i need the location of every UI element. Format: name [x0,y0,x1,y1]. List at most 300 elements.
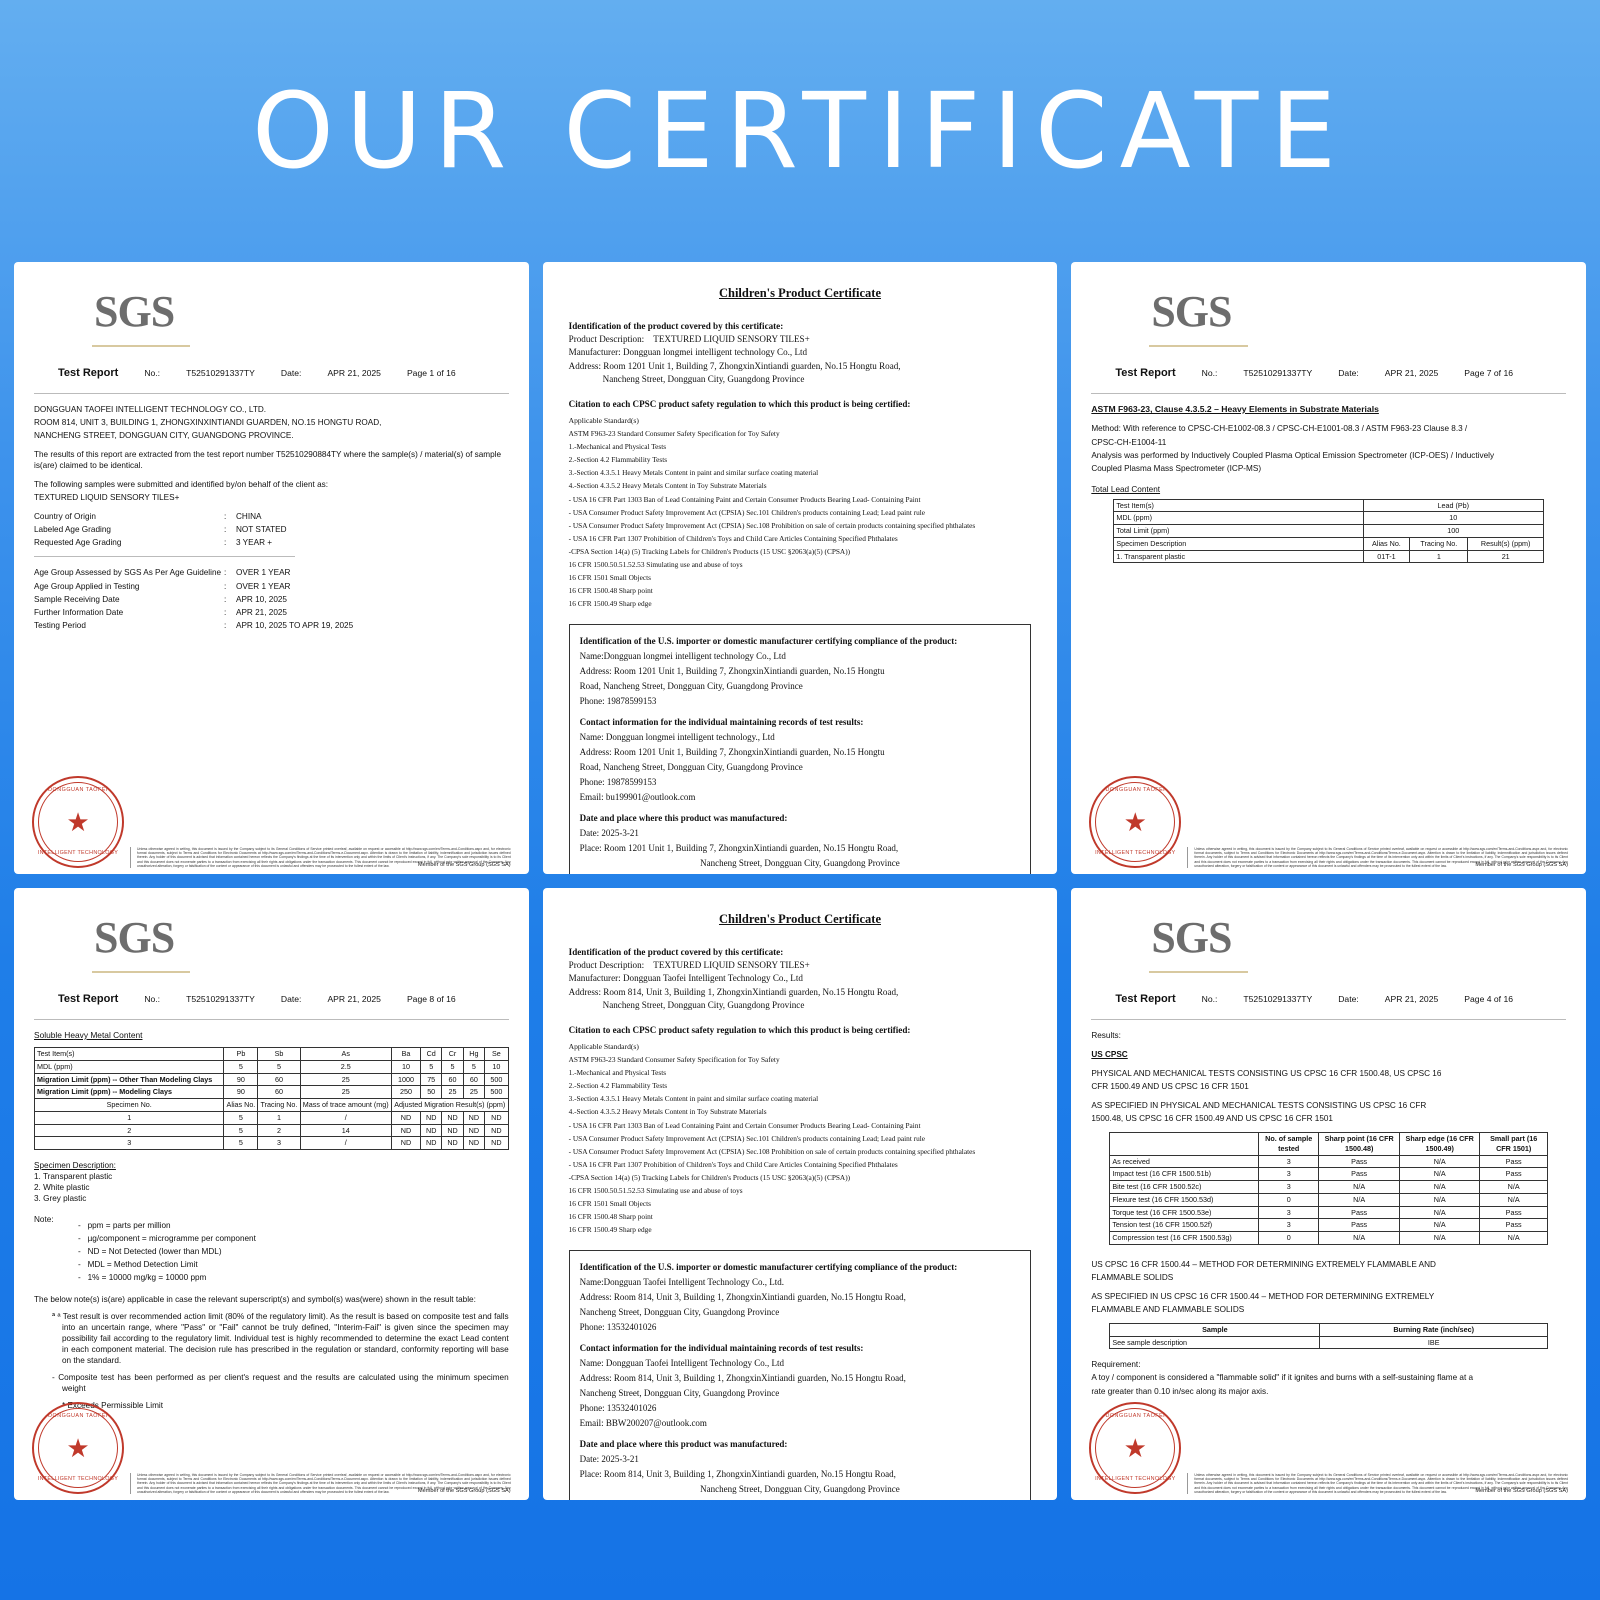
table-row [35,1111,509,1124]
p2-line-1: AS SPECIFIED IN PHYSICAL AND MECHANICAL TESTS CONSISTING US CPSC 16 CFR [1091,1101,1427,1111]
cell-val: ND [421,1124,442,1137]
cell-val: 5 [224,1060,258,1073]
cell-val: ND [442,1124,463,1137]
standard-item: 1.-Mechanical and Physical Tests [568,1068,667,1078]
cell-tracing-header: Tracing No. [1410,537,1468,550]
note-items [78,1218,509,1285]
sample-info-table [34,511,509,548]
cell-cr: Cr [442,1048,463,1061]
table-row [1114,499,1544,512]
label-receiving-date: Sample Receiving Date [34,594,120,604]
sample-name: TEXTURED LIQUID SENSORY TILES+ [34,493,180,503]
table-row [1114,525,1544,538]
cell-mass-header: Mass of trace amount (mg) [300,1099,391,1112]
importer-address-2: Road, Nancheng Street, Dongguan City, Guangdong Province [579,680,803,691]
contact-address-2: Road, Nancheng Street, Dongguan City, Guangdong Province [579,762,803,773]
manufacturer-label: Manufacturer: [568,347,621,358]
report-page: Page 8 of 16 [406,994,456,1004]
p4-line-2: FLAMMABLE AND FLAMMABLE SOLIDS [1091,1304,1245,1314]
card-footer [14,776,529,868]
table-row [35,1073,509,1086]
requirement-line-1: A toy / component is considered a "flammable solid" if it ignites and burns with a self-sustaining flame at a [1091,1373,1474,1383]
physical-tests-paragraph [1091,1068,1566,1092]
importer-phone: Phone: 19878599153 [579,695,657,706]
cell-spec-desc: 1. Transparent plastic [1114,550,1363,563]
cell-val: 25 [300,1073,391,1086]
contact-title: Contact information for the individual maintaining records of test results: [579,1342,864,1353]
cpc-section-2-title: Citation to each CPSC product safety regulation to which this product is being certified: [568,1024,911,1035]
contact-email: Email: BBW200207@outlook.com [579,1418,707,1429]
label-requested-age: Requested Age Grading [34,538,122,548]
sgs-header [1091,276,1566,350]
cell-ba: Ba [391,1048,420,1061]
banner [0,0,1600,262]
cell-adjusted-header: Adjusted Migration Result(s) (ppm) [391,1099,508,1112]
standards-list [569,1055,1032,1236]
cell-val: ND [463,1111,484,1124]
cell-tracing-no-header: Tracing No. [258,1099,300,1112]
importer-address-2: Nancheng Street, Dongguan City, Guangdong Province [579,1306,780,1317]
cell-val: 60 [463,1073,484,1086]
divider [1091,1019,1566,1020]
p3-line-1: US CPSC 16 CFR 1500.44 – METHOD FOR DETERMINING EXTREMELY FLAMMABLE AND [1091,1259,1436,1269]
client-address-1: ROOM 814, UNIT 3, BUILDING 1, ZHONGXINXINTIANDI GUARDEN, NO.15 HONGTU ROAD, [34,417,382,427]
stamp-top-text: DONGGUAN TAOFEI [1105,787,1166,793]
cell-lead-header: Lead (Pb) [1363,499,1543,512]
report-date-label: Date: [1338,994,1359,1004]
report-no-value: T52510291337TY [1243,994,1313,1004]
cell-cd: Cd [421,1048,442,1061]
specimen-item: 3. Grey plastic [34,1194,87,1204]
analysis-line-2: Coupled Plasma Mass Spectrometer (ICP-MS) [1091,463,1262,473]
company-stamp-icon [1089,776,1181,868]
cell-test-name: Torque test (16 CFR 1500.53e) [1110,1206,1259,1219]
contact-name: Name: Dongguan Taofei Intelligent Technology Co., Ltd [579,1358,785,1369]
row-country: Country of Origin : CHINA [34,511,509,522]
cell-val: 14 [300,1124,391,1137]
standard-item: - USA 16 CFR Part 1303 Ban of Lead Containing Paint and Certain Consumer Products Bearing Lead- Containing Paint [568,1120,921,1130]
cell-val: 25 [442,1086,463,1099]
cell-val: 10 [485,1060,509,1073]
burning-rate-table [1109,1323,1548,1349]
star-icon: ★ [66,1433,90,1463]
sgs-member-note: Member of the SGS Group (SGS SA) [418,862,511,869]
report-no-value: T52510291337TY [186,994,255,1004]
cpc-manufacturer-row [569,972,1032,985]
cell-val: 500 [485,1086,509,1099]
cell-val: 25 [300,1086,391,1099]
cell-val: 2.5 [300,1060,391,1073]
cell-mdl-label: MDL (ppm) [35,1060,224,1073]
certificate-grid [0,262,1600,1514]
cell-alias-header: Alias No. [1363,537,1410,550]
cell-val: / [300,1111,391,1124]
label-labeled-age: Labeled Age Grading [34,525,111,535]
results-label: Results: [1091,1030,1121,1040]
cell-val: N/A [1319,1181,1400,1194]
importer-name: Name:Dongguan longmei intelligent technology Co., Ltd [579,650,786,661]
cell-test-name: Bite test (16 CFR 1500.52c) [1110,1181,1259,1194]
cell-sharp-point-header: Sharp point (16 CFR 1500.48) [1319,1133,1400,1155]
cpc-product-desc-row [569,333,1032,346]
applicable-standard-label: Applicable Standard(s) [568,1042,639,1052]
table-row [1110,1323,1548,1336]
standard-item: - USA 16 CFR Part 1307 Prohibition of Children's Toys and Child Care Articles Containing Specified Phthalates [568,1159,898,1169]
cell-specimen-no-header: Specimen No. [35,1099,224,1112]
sgs-logo: SGS [94,282,174,341]
cell-val: N/A [1319,1231,1400,1244]
value-labeled-age: NOT STATED [236,525,287,535]
cpc-address-row [569,986,1032,999]
star-icon: ★ [66,807,90,837]
contact-email: Email: bu199901@outlook.com [579,792,696,803]
report-date-label: Date: [280,994,302,1004]
report-note-2 [34,479,509,503]
p2-line-2: 1500.48, US CPSC 16 CFR 1500.49 AND US CPSC 16 CFR 1501 [1091,1114,1333,1124]
certificate-card-5[interactable] [543,888,1058,1500]
standard-item: 16 CFR 1501 Small Objects [568,1199,651,1209]
cell-migration-other-label: Migration Limit (ppm) -- Other Than Modeling Clays [35,1073,224,1086]
stamp-bottom-text: INTELLIGENT TECHNOLOGY [1095,849,1176,856]
cell-test-name: Compression test (16 CFR 1500.53g) [1110,1231,1259,1244]
cell-migration-clays-label: Migration Limit (ppm) -- Modeling Clays [35,1086,224,1099]
company-stamp-icon [1089,1402,1181,1494]
cell-val: Pass [1480,1155,1548,1168]
manufacture-date: Date: 2025-3-21 [579,828,639,839]
certificate-card-2[interactable] [543,262,1058,874]
row-labeled-age: Labeled Age Grading : NOT STATED [34,524,509,535]
standard-item: 2.-Section 4.2 Flammability Tests [568,455,668,465]
cpc-address-row [569,360,1032,373]
specimen-description-block [34,1160,509,1204]
soluble-metals-table [34,1047,509,1150]
standards-list [569,429,1032,610]
cell-val: Pass [1480,1168,1548,1181]
sgs-logo: SGS [1151,282,1231,341]
cell-sharp-edge-header: Sharp edge (16 CFR 1500.49) [1400,1133,1480,1155]
cell-val: 90 [224,1086,258,1099]
cell-val: 25 [463,1086,484,1099]
cell-val: 1 [35,1111,224,1124]
table-row [35,1099,509,1112]
importer-box [569,1250,1032,1500]
report-page: Page 4 of 16 [1464,994,1514,1004]
address-line-1: Room 814, Unit 3, Building 1, ZhongxinXintiandi guarden, No.15 Hongtu Road, [603,986,899,997]
address-line-2: Nancheng Street, Dongguan City, Guangdong Province [602,999,805,1010]
stamp-top-text: DONGGUAN TAOFEI [48,787,108,793]
cpc-title: Children's Product Certificate [718,912,881,926]
cell-val: 500 [485,1073,509,1086]
cell-val: 5 [421,1060,442,1073]
certificate-card-1[interactable] [14,262,529,874]
report-title: Test Report [1115,993,1176,1005]
product-desc-label: Product Description: [568,960,645,971]
method-line-1: Method: With reference to CPSC-CH-E1002-08.3 / CPSC-CH-E1001-08.3 / ASTM F963-23 Clause 8.3 / [1091,424,1468,434]
standard-item: 4.-Section 4.3.5.2 Heavy Metals Content in Toy Substrate Materials [568,1107,767,1117]
cell-val: N/A [1400,1168,1480,1181]
below-note-text: The below note(s) is(are) applicable in case the relevant superscript(s) and symbol(s) was(were) shown in the result table: [34,1294,476,1304]
report-page: Page 7 of 16 [1464,368,1514,378]
cell-val: 5 [442,1060,463,1073]
cell-test-name: Tension test (16 CFR 1500.52f) [1110,1219,1259,1232]
cell-val: N/A [1400,1155,1480,1168]
note-star-text: ª ª Test result is over recommended action limit (80% of the regulatory limit). As the result is based on composite test and falls into an uncertain range, where "Pass" or "Fail" cannot be truly defined, "Interim-Fail" is given since the specimen may possibility fail according to the regulatory limit. Individual test is highly recommended to determine the exact Lead content in each component material. The decision rule has prescribed in the regulation or standard, conformity reporting will base on the standard. [52,1311,509,1365]
cell-val: 3 [1259,1181,1319,1194]
cpc-section-2-title: Citation to each CPSC product safety regulation to which this product is being certified: [568,398,911,409]
standard-item: 1.-Mechanical and Physical Tests [568,442,667,452]
cell-test-name: Flexure test (16 CFR 1500.53d) [1110,1193,1259,1206]
note-star-body: ª Test result is over recommended action limit (80% of the regulatory limit). As the result is based on composite test and falls into an uncertain range, where "Pass" or "Fail" cannot be truly defined, "Interim-Fail" is given since the specimen may possibility fail according to the regulatory limit. Individual test is highly recommended to determine the exact Lead content in each component material. The decision rule has prescribed in the regulation or standard, conformity reporting will base on the standard. [57,1311,509,1365]
table-row [35,1137,509,1150]
row-age-assessed: Age Group Assessed by SGS As Per Age Guideline : OVER 1 YEAR [34,567,509,578]
importer-title: Identification of the U.S. importer or domestic manufacturer certifying compliance of the product: [579,635,958,646]
cell-val: 250 [391,1086,420,1099]
clause-title: ASTM F963-23, Clause 4.3.5.2 – Heavy Elements in Substrate Materials [1091,403,1379,414]
p1-line-2: CFR 1500.49 AND US CPSC 16 CFR 1501 [1091,1082,1249,1092]
table-row [1114,537,1544,550]
table-row [35,1086,509,1099]
report-date-value: APR 21, 2025 [1384,994,1439,1004]
p4-line-1: AS SPECIFIED IN US CPSC 16 CFR 1500.44 – METHOD FOR DETERMINING EXTREMELY [1091,1291,1435,1301]
requirement-block [1091,1359,1566,1396]
client-address-2: NANCHENG STREET, DONGGUAN CITY, GUANGDONG PROVINCE. [34,430,294,440]
value-age-applied: OVER 1 YEAR [236,581,291,591]
cell-val: 3 [1259,1168,1319,1181]
cell-val: Pass [1480,1206,1548,1219]
applicable-standard-label: Applicable Standard(s) [568,416,639,426]
label-testing-period: Testing Period [34,620,86,630]
sgs-member-note: Member of the SGS Group (SGS SA) [418,1488,511,1495]
flammable-paragraph-2 [1091,1291,1566,1315]
label-age-applied: Age Group Applied in Testing [34,581,140,591]
note-label: Note: [34,1215,54,1225]
standard-item: - USA 16 CFR Part 1307 Prohibition of Children's Toys and Child Care Articles Containing Specified Phthalates [568,533,898,543]
cell-mdl-label: MDL (ppm) [1114,512,1363,525]
table-row [1110,1219,1548,1232]
cpc-address-row-2 [569,373,1032,386]
table-row [1110,1206,1548,1219]
cell-val: N/A [1400,1206,1480,1219]
mechanical-table-wrap [1091,1132,1566,1244]
row-further-info-date: Further Information Date : APR 21, 2025 [34,607,509,618]
note-composite-body: Composite test has been performed as per client's request and the results are calculated using the minimum specimen weight [58,1372,509,1393]
cell-result-header: Result(s) (ppm) [1468,537,1544,550]
note-text: MDL = Method Detection Limit [87,1260,198,1270]
contact-phone: Phone: 19878599153 [579,777,657,788]
specimen-desc-title: Specimen Description: [34,1160,116,1170]
contact-phone: Phone: 13532401026 [579,1403,657,1414]
row-requested-age: Requested Age Grading : 3 YEAR + [34,537,509,548]
table-row [1110,1168,1548,1181]
cell-hg: Hg [463,1048,484,1061]
report-title: Test Report [1115,367,1176,379]
standard-item: 3.-Section 4.3.5.1 Heavy Metals Content in paint and similar surface coating material [568,468,819,478]
manufacture-place-1: Place: Room 1201 Unit 1, Building 7, ZhongxinXintiandi guarden, No.15 Hongtu Road, [579,843,899,854]
note-composite-text: - Composite test has been performed as per client's request and the results are calculated using the minimum specimen weight [52,1372,509,1393]
cell-val: ND [485,1111,509,1124]
card-footer [14,1402,529,1494]
table-row [1110,1336,1548,1349]
cpc-product-desc-row [569,959,1032,972]
product-desc-value: TEXTURED LIQUID SENSORY TILES+ [653,960,810,971]
cell-val: / [300,1137,391,1150]
standard-item: 16 CFR 1501 Small Objects [568,573,651,583]
section-title-total-lead: Total Lead Content [1091,484,1161,494]
cell-val: 60 [258,1086,300,1099]
stamp-top-text: DONGGUAN TAOFEI [48,1413,108,1419]
label-further-info: Further Information Date [34,607,124,617]
value-receiving-date: APR 10, 2025 [236,594,287,604]
standard-item: - USA Consumer Product Safety Improvement Act (CPSIA) Sec.108 Prohibition on sale of certain products containing specified phthalates [568,1146,976,1156]
standard-item: -CPSA Section 14(a) (5) Tracking Labels for Children's Products (15 USC §2063(a)(5) (CPSA)) [568,546,851,556]
cpc-address-row-2 [569,999,1032,1012]
table-row [35,1060,509,1073]
cell-val: N/A [1480,1193,1548,1206]
address-label: Address: [568,360,601,371]
sgs-header [34,902,509,976]
cell-val: Pass [1319,1206,1400,1219]
report-no-label: No.: [1201,368,1218,378]
importer-phone: Phone: 13532401026 [579,1321,657,1332]
cell-mdl-value: 10 [1363,512,1543,525]
cell-val: 0 [1259,1231,1319,1244]
star-icon: ★ [1123,1433,1147,1463]
cell-val: ND [442,1111,463,1124]
standard-item: 4.-Section 4.3.5.2 Heavy Metals Content in Toy Substrate Materials [568,481,767,491]
cell-val: N/A [1480,1181,1548,1194]
standard-item: -CPSA Section 14(a) (5) Tracking Labels for Children's Products (15 USC §2063(a)(5) (CPSA)) [568,1172,851,1182]
report-date-value: APR 21, 2025 [1384,368,1439,378]
report-date-value: APR 21, 2025 [327,368,381,378]
value-country: CHINA [236,512,262,522]
note-item: - µg/component = microgramme per component [78,1234,256,1244]
cpc-manufacturer-row [569,346,1032,359]
report-page: Page 1 of 16 [406,368,456,378]
contact-name: Name: Dongguan longmei intelligent technology., Ltd [579,732,775,743]
stamp-bottom-text: INTELLIGENT TECHNOLOGY [1095,1475,1176,1482]
standard-item: - USA Consumer Product Safety Improvement Act (CPSIA) Sec.101 Children's products containing Lead; Lead paint rule [568,507,926,517]
report-header [1091,992,1566,1007]
sgs-header [1091,902,1566,976]
method-line-2: CPSC-CH-E1004-11 [1091,437,1167,447]
cell-samples-header: No. of sample tested [1259,1133,1319,1155]
note-item: - ppm = parts per million [78,1221,171,1231]
importer-name: Name:Dongguan Taofei Intelligent Technology Co., Ltd. [579,1276,785,1287]
sgs-logo: SGS [1151,908,1231,967]
importer-title: Identification of the U.S. importer or domestic manufacturer certifying compliance of the product: [579,1261,958,1272]
cell-val: ND [421,1111,442,1124]
contact-title: Contact information for the individual maintaining records of test results: [579,716,864,727]
company-stamp-icon [32,776,124,868]
standard-item: - USA 16 CFR Part 1303 Ban of Lead Containing Paint and Certain Consumer Products Bearing Lead- Containing Paint [568,494,921,504]
divider [34,1019,509,1020]
client-block [34,404,509,441]
standard-item: ASTM F963-23 Standard Consumer Safety Specification for Toy Safety [568,429,780,439]
cell-val: N/A [1400,1181,1480,1194]
importer-address-1: Address: Room 814, Unit 3, Building 1, ZhongxinXintiandi guarden, No.15 Hongtu Road, [579,1291,906,1302]
table-row [1114,512,1544,525]
manufacture-place-1: Place: Room 814, Unit 3, Building 1, ZhongxinXintiandi guarden, No.15 Hongtu Road, [579,1469,896,1480]
certificate-card-4[interactable] [14,888,529,1500]
age-info-table [34,567,509,630]
physical-tests-spec-paragraph [1091,1100,1566,1124]
cell-val: 5 [463,1060,484,1073]
cell-val: 0 [1259,1193,1319,1206]
cell-spec-desc-header: Specimen Description [1114,537,1363,550]
label-country: Country of Origin [34,512,96,522]
cell-burning-rate-header: Burning Rate (inch/sec) [1320,1323,1548,1336]
table-row [1110,1181,1548,1194]
report-note-1 [34,449,509,471]
row-receiving-date: Sample Receiving Date : APR 10, 2025 [34,594,509,605]
cpc-title: Children's Product Certificate [718,286,881,300]
cell-result: 21 [1468,550,1544,563]
standard-item: 16 CFR 1500.48 Sharp point [568,586,653,596]
cell-val: ND [421,1137,442,1150]
cell-val: 60 [258,1073,300,1086]
cell-val: 3 [1259,1219,1319,1232]
star-icon: ★ [1123,807,1147,837]
report-header [1091,366,1566,381]
page-title: OUR CERTIFICATE [252,70,1348,192]
certificate-card-3[interactable] [1071,262,1586,874]
cell-pb: Pb [224,1048,258,1061]
note-exceeds-text: * Exceeds Permissible Limit [62,1401,164,1410]
cell-sb: Sb [258,1048,300,1061]
report-date-label: Date: [1338,368,1359,378]
sgs-logo: SGS [94,908,174,967]
standard-item: 2.-Section 4.2 Flammability Tests [568,1081,668,1091]
cell-val: 10 [391,1060,420,1073]
address-line-1: Room 1201 Unit 1, Building 7, ZhongxinXintiandi guarden, No.15 Hongtu Road, [603,360,901,371]
report-no-label: No.: [1201,994,1218,1004]
manufacture-place-2: Nancheng Street, Dongguan City, Guangdong Province [700,858,900,869]
manufacturer-value: Dongguan longmei intelligent technology Co., Ltd [622,347,808,358]
lead-table-wrap [1091,499,1566,564]
cell-val: 2 [35,1124,224,1137]
product-desc-value: TEXTURED LIQUID SENSORY TILES+ [653,334,810,345]
mechanical-tests-table [1109,1132,1548,1244]
table-row [35,1124,509,1137]
manufacturer-label: Manufacturer: [568,973,621,984]
cell-val: 5 [224,1124,258,1137]
cell-val: 2 [258,1124,300,1137]
report-title: Test Report [58,993,119,1005]
cpc-section-1-title: Identification of the product covered by this certificate: [568,321,784,332]
table-row [35,1048,509,1061]
cell-val: ND [485,1124,509,1137]
cell-val: ND [442,1137,463,1150]
card-footer [1071,776,1586,868]
note-item: - ND = Not Detected (lower than MDL) [78,1247,222,1257]
cell-val: ND [391,1137,420,1150]
cell-val: 50 [421,1086,442,1099]
divider [34,393,509,394]
p3-line-2: FLAMMABLE SOLIDS [1091,1272,1174,1282]
certificate-card-6[interactable] [1071,888,1586,1500]
standard-item: - USA Consumer Product Safety Improvement Act (CPSIA) Sec.108 Prohibition on sale of certain products containing specified phthalates [568,520,976,530]
cell-blank-header [1110,1133,1259,1155]
standard-item: 16 CFR 1500.48 Sharp point [568,1212,653,1222]
cell-val: ND [463,1137,484,1150]
standard-item: 16 CFR 1500.50.51.52.53 Simulating use and abuse of toys [568,559,743,569]
fine-print: Unless otherwise agreed in writing, this document is issued by the Company subject to its General Conditions of Service printed overleaf, available on request or accessible at http://www.sgs.com/en/Terms-and-Conditions.aspx and, for electronic format documents, subject to Terms and Conditions for Electronic Documents at http://www.sgs.com/en/Terms-and-Conditions/Terms-e-Document.aspx. Attention is drawn to the limitation of liability, indemnification and jurisdiction issues defined therein. Any holder of this document is advised that information contained hereon reflects the Company's findings at the time of its intervention only and within the limits of Client's instructions, if any. The Company's sole responsibility is to its Client and this document does not exonerate parties to a transaction from exercising all their rights and obligations under the transaction documents. This document cannot be reproduced except in full, without prior written approval of the Company. Any unauthorized alteration, forgery or falsification of the content or appearance of this document is unlawful and offenders may be prosecuted to the fullest extent of the law. [130,1473,511,1494]
cell-limit-label: Total Limit (ppm) [1114,525,1363,538]
label-age-assessed: Age Group Assessed by SGS As Per Age Guideline [34,568,222,578]
cell-alias-no-header: Alias No. [224,1099,258,1112]
cell-tracing: 1 [1410,550,1468,563]
manufacture-date-title: Date and place where this product was manufactured: [579,1439,788,1450]
